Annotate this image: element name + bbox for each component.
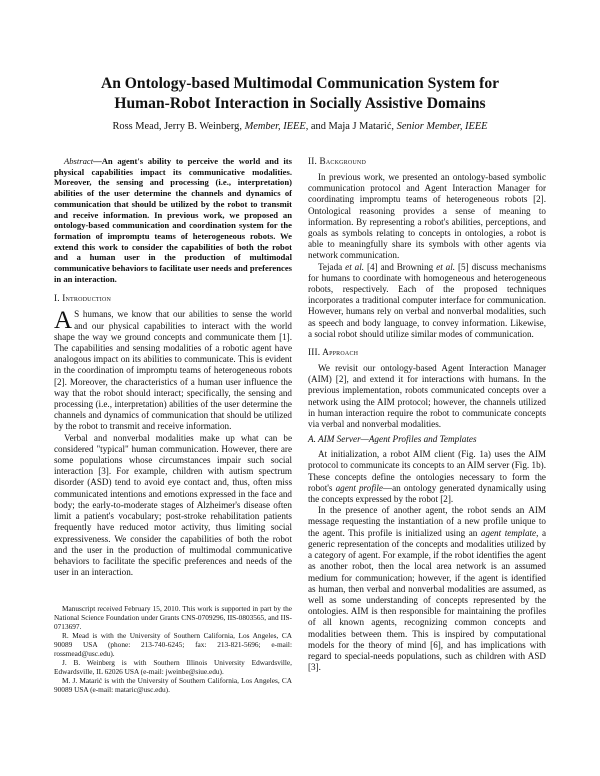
intro-paragraph-2: Verbal and nonverbal modalities make up what can be considered "typical" human communication. However, there are some populations whose circumstances impair such social interaction [3]. For example, children with autism spectrum disorder (ASD) tend to avoid eye contact and, thus, often miss communicated intentions and emotions expressed in the face and body; the early-to-moderate stages of Alzheimer's disease often limit a patient's vocabulary; post-stroke rehabilitation patients frequently have reduced motor activity, thus limiting social expressiveness. We consider the capabilities of both the robot and the user in the production of multimodal communicative behaviors to facilitate the specific preferences and needs of the user in an interaction.	[54, 432, 292, 578]
title-line-2: Human-Robot Interaction in Socially Assistive Domains	[114, 95, 486, 112]
author-role-1: Member, IEEE	[244, 121, 306, 132]
approach-paragraph-1: We revisit our ontology-based Agent Interaction Manager (AIM) [2], and extend it for interactions with humans. In the previous implementation, robots communicated concepts over a network using the AIM protocol; however, the channels utilized in human interaction require the robot to communicate concepts via verbal and nonverbal modalities.	[308, 363, 546, 430]
bg-p2-text-b: [4] and Browning	[364, 261, 437, 272]
intro-paragraph-1-text: S humans, we know that our abilities to sense the world and our physical capabilities to interact with the world shape the way we ground concepts and communicate them [1]. The capabilities and sensing modalities of a robotic agent have analogous impact on its abilities to communicate. This is evident in the coordination of impromptu teams of heterogeneous robots [2]. Moreover, the characteristics of a human user influence the way that the robot should interact; specifically, the sensing and processing (i.e., interpretation) abilities of the user determine the channels and dynamics of communication that should be utilized by the robot to transmit and receive information.	[54, 309, 292, 432]
approach-paragraph-3	[308, 505, 546, 673]
title-line-1: An Ontology-based Multimodal Communication System for	[100, 75, 500, 92]
author-role-2: Senior Member, IEEE	[396, 121, 488, 132]
bg-p2-text-a: Tejada	[318, 261, 346, 272]
ap3-text: In the presence of another agent, the robot sends an AIM message requesting the instantiation of a new profile unique to the agent. This profile is initialized using an	[308, 505, 546, 538]
background-paragraph-1: In previous work, we presented an ontology-based symbolic communication protocol and Agent Interaction Manager for coordinating impromptu teams of heterogeneous robots [2]. Ontological reasoning provides a sense of meaning to information. By representing a robot's abilities, perceptions, and goals as symbols relating to concepts in ontologies, a robot is able to meaningfully share its symbols with other agents via network communication.	[308, 172, 546, 261]
footnote-author-mead: R. Mead is with the University of Southern California, Los Angeles, CA 90089 USA (phone: 213-740-6245; fax: 213-821-5696; e-mail: rossmead@usc.edu).	[54, 631, 292, 659]
authors-text-2: , and Maja J Matarić,	[305, 121, 397, 132]
ap2-text: At initialization, a robot AIM client (Fig. 1a) uses the AIM protocol to communicate its concepts to an AIM server (Fig. 1b). These concepts define the ontologies necessary to form the robot's	[308, 449, 546, 493]
footnote-manuscript: Manuscript received February 15, 2010. This work is supported in part by the National Science Foundation under Grants CNS-0709296, IIS-0803565, and IIS-0713697.	[54, 604, 292, 632]
approach-paragraph-2	[308, 449, 546, 505]
footnote-author-weinberg: J. B. Weinberg is with Southern Illinois University Edwardsville, Edwardsville, IL 62026 USA (e-mail: jweinbe@siue.edu).	[54, 658, 292, 677]
author-list	[40, 120, 560, 133]
left-column	[54, 156, 292, 694]
term-agent-profile: agent profile	[335, 482, 383, 493]
footnote-author-mataric: M. J. Matarić is with the University of Southern California, Los Angeles, CA 90089 USA (e-mail: mataric@usc.edu).	[54, 676, 292, 695]
abstract-lead: Abstract	[64, 156, 94, 166]
citation-etal-1: et al.	[345, 261, 365, 272]
term-agent-template: agent template	[480, 527, 537, 538]
ap3-tail: , a generic representation of the concepts and modalities utilized by a category of agent. For example, if the robot identifies the agent as another robot, then the local area network is an assumed medium for communication; however, if the agent is identified as human, then verbal and nonverbal modalities are assumed, as well as some understanding of concepts represented by the ontologies. AIM is then responsible for maintaining the profiles of all known agents, recognizing common concepts and modalities between them. This is inspired by computational models for the theory of mind [6], and has implications with regard to special-needs populations, such as children with ASD [3].	[308, 527, 546, 673]
abstract-text: —An agent's ability to perceive the world and its physical capabilities impact its communicative modalities. Moreover, the sensing and processing (i.e., interpretation) abilities of the user determine the channels and dynamics of communication that should be utilized by the robot to transmit and receive information. In previous work, we proposed an ontology-based communication and coordination system for the formation of impromptu teams of heterogeneous robots. We extend this work to consider the capabilities of both the robot and a human user in the production of multimodal communicative behaviors to facilitate user needs and preferences in an interaction.	[54, 156, 292, 284]
drop-cap: A	[54, 307, 73, 335]
section-heading-approach: III. Approach	[308, 347, 359, 358]
subsection-heading-aim-server: A. AIM Server—Agent Profiles and Templates	[308, 434, 477, 445]
intro-paragraph-1	[54, 309, 292, 432]
ap2-tail: —an ontology generated dynamically using the concepts expressed by the robot [2].	[308, 482, 546, 505]
footnotes	[54, 604, 292, 694]
citation-etal-2: et al.	[436, 261, 456, 272]
right-column	[308, 156, 546, 673]
bg-p2-text-c: [5] discuss mechanisms for humans to coordinate with homogeneous and heterogeneous robots, respectively. Each of the proposed techniques incorporates a traditional computer interface for communication. However, humans rely on verbal and nonverbal modalities, such as speech and body language, to convey information. Likewise, a social robot should utilize similar modes of communication.	[308, 261, 547, 339]
paper-title	[40, 74, 560, 114]
background-paragraph-2	[308, 262, 546, 340]
section-heading-background: II. Background	[308, 156, 366, 166]
authors-text-1: Ross Mead, Jerry B. Weinberg,	[112, 121, 245, 132]
section-heading-introduction: I. Introduction	[54, 293, 112, 304]
abstract	[54, 156, 292, 284]
